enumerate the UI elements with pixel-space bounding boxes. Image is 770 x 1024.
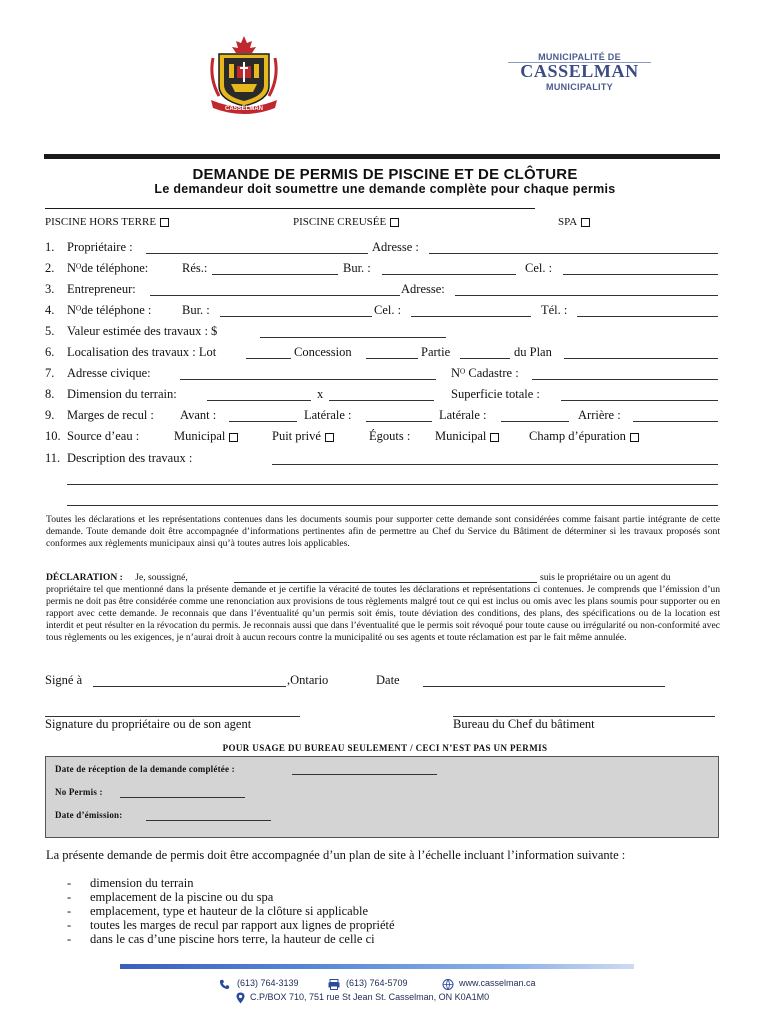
field-9-number: 9. — [45, 408, 55, 422]
office-use-box — [45, 756, 719, 838]
entrepreneur-cel-input[interactable] — [411, 316, 531, 317]
field-laterale1-label: Latérale : — [304, 408, 352, 422]
permit-number-input[interactable] — [120, 797, 245, 798]
laterale2-input[interactable] — [501, 421, 569, 422]
avant-input[interactable] — [229, 421, 297, 422]
telephone-cel-input[interactable] — [563, 274, 718, 275]
permit-number-row — [55, 787, 103, 797]
entrepreneur-tel-input[interactable] — [577, 316, 718, 317]
field-2-number: 2. — [45, 261, 55, 275]
requirement-bullet: - — [67, 890, 72, 904]
type-hors-terre[interactable] — [45, 216, 169, 228]
entrepreneur-bur-input[interactable] — [220, 316, 372, 317]
puit-prive-label: Puit privé — [272, 429, 321, 443]
form-subtitle: Le demandeur doit soumettre une demande complète pour chaque permis — [154, 182, 616, 196]
valeur-input[interactable] — [260, 337, 446, 338]
description-input-line-3[interactable] — [67, 505, 718, 506]
municipal-egouts-label: Municipal — [435, 429, 487, 443]
dimension-width-input[interactable] — [207, 400, 311, 401]
creusee-checkbox[interactable] — [390, 218, 399, 227]
puit-prive-checkbox[interactable] — [325, 433, 334, 442]
field-8-number: 8. — [45, 387, 55, 401]
location-pin-icon — [236, 991, 245, 1009]
reception-date-input[interactable] — [292, 774, 437, 775]
subtitle-rule — [45, 208, 535, 209]
field-telephone-label: Nᴼde téléphone: — [67, 261, 149, 275]
field-arriere-label: Arrière : — [578, 408, 621, 422]
telephone-res-input[interactable] — [212, 274, 338, 275]
municipal-eau-checkbox[interactable] — [229, 433, 238, 442]
type-hors-terre-label: PISCINE HORS TERRE — [45, 216, 157, 228]
declaration-intro: Je, soussigné, — [135, 572, 188, 583]
municipal-egouts-checkbox[interactable] — [490, 433, 499, 442]
field-source-eau-label: Source d’eau : — [67, 429, 140, 443]
concession-input[interactable] — [366, 358, 418, 359]
field-concession-label: Concession — [294, 345, 352, 359]
field-valeur-label: Valeur estimée des travaux : $ — [67, 324, 218, 338]
entrepreneur-input[interactable] — [150, 295, 400, 296]
field-10-number: 10. — [45, 429, 61, 443]
field-marges-label: Marges de recul : — [67, 408, 154, 422]
field-description-label: Description des travaux : — [67, 451, 193, 465]
permit-number-label: No Permis : — [55, 787, 103, 797]
field-res-label: Rés.: — [182, 261, 208, 275]
field-egouts-label: Égouts : — [369, 429, 411, 443]
wordmark-name: CASSELMAN — [520, 61, 639, 81]
field-dimension-label: Dimension du terrain: — [67, 387, 177, 401]
issue-date-row — [55, 810, 122, 820]
office-use-heading: POUR USAGE DU BUREAU SEULEMENT / CECI N’EST PAS UN PERMIS — [222, 743, 548, 753]
requirements-intro: La présente demande de permis doit être accompagnée d’un plan de site à l’échelle incluant l’information suivante : — [46, 848, 626, 862]
plan-input[interactable] — [564, 358, 718, 359]
field-partie-label: Partie — [421, 345, 451, 359]
option-puit-prive[interactable] — [272, 429, 334, 444]
field-proprietaire-label: Propriétaire : — [67, 240, 133, 254]
dimension-length-input[interactable] — [329, 400, 434, 401]
requirement-bullet: - — [67, 876, 72, 890]
entrepreneur-adresse-input[interactable] — [455, 295, 718, 296]
declarant-name-input[interactable] — [234, 582, 537, 583]
field-bur2-label: Bur. : — [182, 303, 210, 317]
laterale1-input[interactable] — [366, 421, 432, 422]
requirement-bullet: - — [67, 918, 72, 932]
municipal-eau-label: Municipal — [174, 429, 226, 443]
field-adresse-civique-label: Adresse civique: — [67, 366, 151, 380]
declaration-suis: suis le propriétaire ou un agent du — [540, 572, 671, 583]
header-divider — [44, 154, 720, 159]
description-input-line-2[interactable] — [67, 484, 718, 485]
wordmark-line-english: MUNICIPALITY — [546, 82, 613, 92]
footer-color-bar — [120, 964, 634, 969]
hors-terre-checkbox[interactable] — [160, 218, 169, 227]
partie-input[interactable] — [460, 358, 510, 359]
field-tel-label: Tél. : — [541, 303, 568, 317]
option-municipal-egouts[interactable] — [435, 429, 499, 444]
type-creusee-label: PISCINE CREUSÉE — [293, 216, 387, 228]
issue-date-input[interactable] — [146, 820, 271, 821]
type-spa-label: SPA — [558, 216, 578, 228]
statement-paragraph: Toutes les déclarations et les représentations contenues dans les documents soumis pour supporter cette demande sont considérées comme faisant partie intégrante de cette demande. Toute demande doit être accompagnée d’informations pertinentes afin de permettre au Chef du Service du Bâtiment de déterminer si les travaux proposés sont conformes aux règlements municipaux ainsi qu’à toutes autres lois applicables. — [46, 514, 720, 549]
arriere-input[interactable] — [633, 421, 718, 422]
field-entrepreneur-label: Entrepreneur: — [67, 282, 136, 296]
field-cadastre-label: Nᴼ Cadastre : — [451, 366, 519, 380]
lot-input[interactable] — [246, 358, 291, 359]
field-entrepreneur-adresse-label: Adresse: — [401, 282, 445, 296]
signe-a-label: Signé à — [45, 673, 83, 687]
wordmark-line-french: MUNICIPALITÉ DE — [538, 52, 621, 62]
type-creusee[interactable] — [293, 216, 399, 228]
superficie-input[interactable] — [561, 400, 718, 401]
spa-checkbox[interactable] — [581, 218, 590, 227]
field-7-number: 7. — [45, 366, 55, 380]
chief-signature-caption: Bureau du Chef du bâtiment — [453, 717, 595, 731]
field-bur-label: Bur. : — [343, 261, 371, 275]
field-1-number: 1. — [45, 240, 55, 254]
field-6-number: 6. — [45, 345, 55, 359]
champ-epuration-label: Champ d’épuration — [529, 429, 626, 443]
declaration-label: DÉCLARATION : — [46, 572, 123, 583]
cadastre-input[interactable] — [532, 379, 718, 380]
footer-address: C.P/BOX 710, 751 rue St Jean St. Casselman, ON K0A1M0 — [250, 992, 490, 1002]
ontario-label: ,Ontario — [287, 673, 329, 687]
form-title: DEMANDE DE PERMIS DE PISCINE ET DE CLÔTURE — [192, 166, 578, 183]
field-avant-label: Avant : — [180, 408, 217, 422]
owner-signature-caption: Signature du propriétaire ou de son agent — [45, 717, 252, 731]
proprietaire-input[interactable] — [146, 253, 368, 254]
footer-website[interactable]: www.casselman.ca — [459, 978, 536, 988]
field-superficie-label: Superficie totale : — [451, 387, 540, 401]
field-11-number: 11. — [45, 451, 61, 465]
municipality-wordmark — [508, 52, 651, 98]
reception-date-label: Date de réception de la demande complétée : — [55, 764, 235, 774]
option-champ-epuration[interactable] — [529, 429, 639, 444]
declaration-body: propriétaire tel que mentionné dans la présente demande et je certifie la véracité de toutes les déclarations et représentations ci contenues. Je comprends que l’émission d’un permis ne doit pas être considérée comme une renonciation aux provisions de tous règlements malgré tout ce qui est inclus ou omis avec les plans soumis pour supporter ou en rapport avec cette demande. Je reconnais que dans l’éventualité qu’un permis soit émis, toute déviation des conditions, des plans, des spécifications ou de la location est interdit et peut résulter en la révocation du permis. Je reconnais aussi que dans l’éventualité que le permis soit révoqué pour toute cause ou irrégularité ou non-conformité avec tous règlements ou les exigences, je n’aurai droit à aucun recours contre la municipalité ou ses agents et toute réclamation est par le fait même annulée. — [46, 584, 720, 643]
date-input[interactable] — [423, 686, 665, 687]
requirement-item: emplacement, type et hauteur de la clôture si applicable — [90, 904, 369, 918]
telephone-bur-input[interactable] — [382, 274, 516, 275]
field-telephone2-label: Nᴼde téléphone : — [67, 303, 152, 317]
date-label: Date — [376, 673, 400, 687]
requirement-item: dans le cas d’une piscine hors terre, la hauteur de celle ci — [90, 932, 375, 946]
footer-phone: (613) 764-3139 — [237, 978, 299, 988]
requirement-bullet: - — [67, 932, 72, 946]
requirement-item: emplacement de la piscine ou du spa — [90, 890, 274, 904]
issue-date-label: Date d’émission: — [55, 810, 123, 820]
requirement-item: toutes les marges de recul par rapport aux lignes de propriété — [90, 918, 395, 932]
description-input-line-1[interactable] — [272, 464, 718, 465]
field-cel-label: Cel. : — [525, 261, 553, 275]
field-adresse-label: Adresse : — [372, 240, 419, 254]
field-5-number: 5. — [45, 324, 55, 338]
reception-date-row — [55, 764, 235, 774]
municipal-crest-logo — [207, 34, 281, 116]
field-laterale2-label: Latérale : — [439, 408, 487, 422]
footer-fax: (613) 764-5709 — [346, 978, 408, 988]
field-localisation-label: Localisation des travaux : Lot — [67, 345, 217, 359]
field-4-number: 4. — [45, 303, 55, 317]
crest-ribbon-text: CASSELMAN — [224, 106, 264, 112]
field-3-number: 3. — [45, 282, 55, 296]
field-cel2-label: Cel. : — [374, 303, 402, 317]
requirement-bullet: - — [67, 904, 72, 918]
adresse-input[interactable] — [429, 253, 718, 254]
adresse-civique-input[interactable] — [180, 379, 436, 380]
champ-epuration-checkbox[interactable] — [630, 433, 639, 442]
field-x-label: x — [317, 387, 324, 401]
signe-a-input[interactable] — [93, 686, 286, 687]
option-municipal-eau[interactable] — [174, 429, 238, 444]
type-spa[interactable] — [558, 216, 590, 228]
field-plan-label: du Plan — [514, 345, 552, 359]
requirement-item: dimension du terrain — [90, 876, 194, 890]
phone-icon — [219, 977, 230, 995]
